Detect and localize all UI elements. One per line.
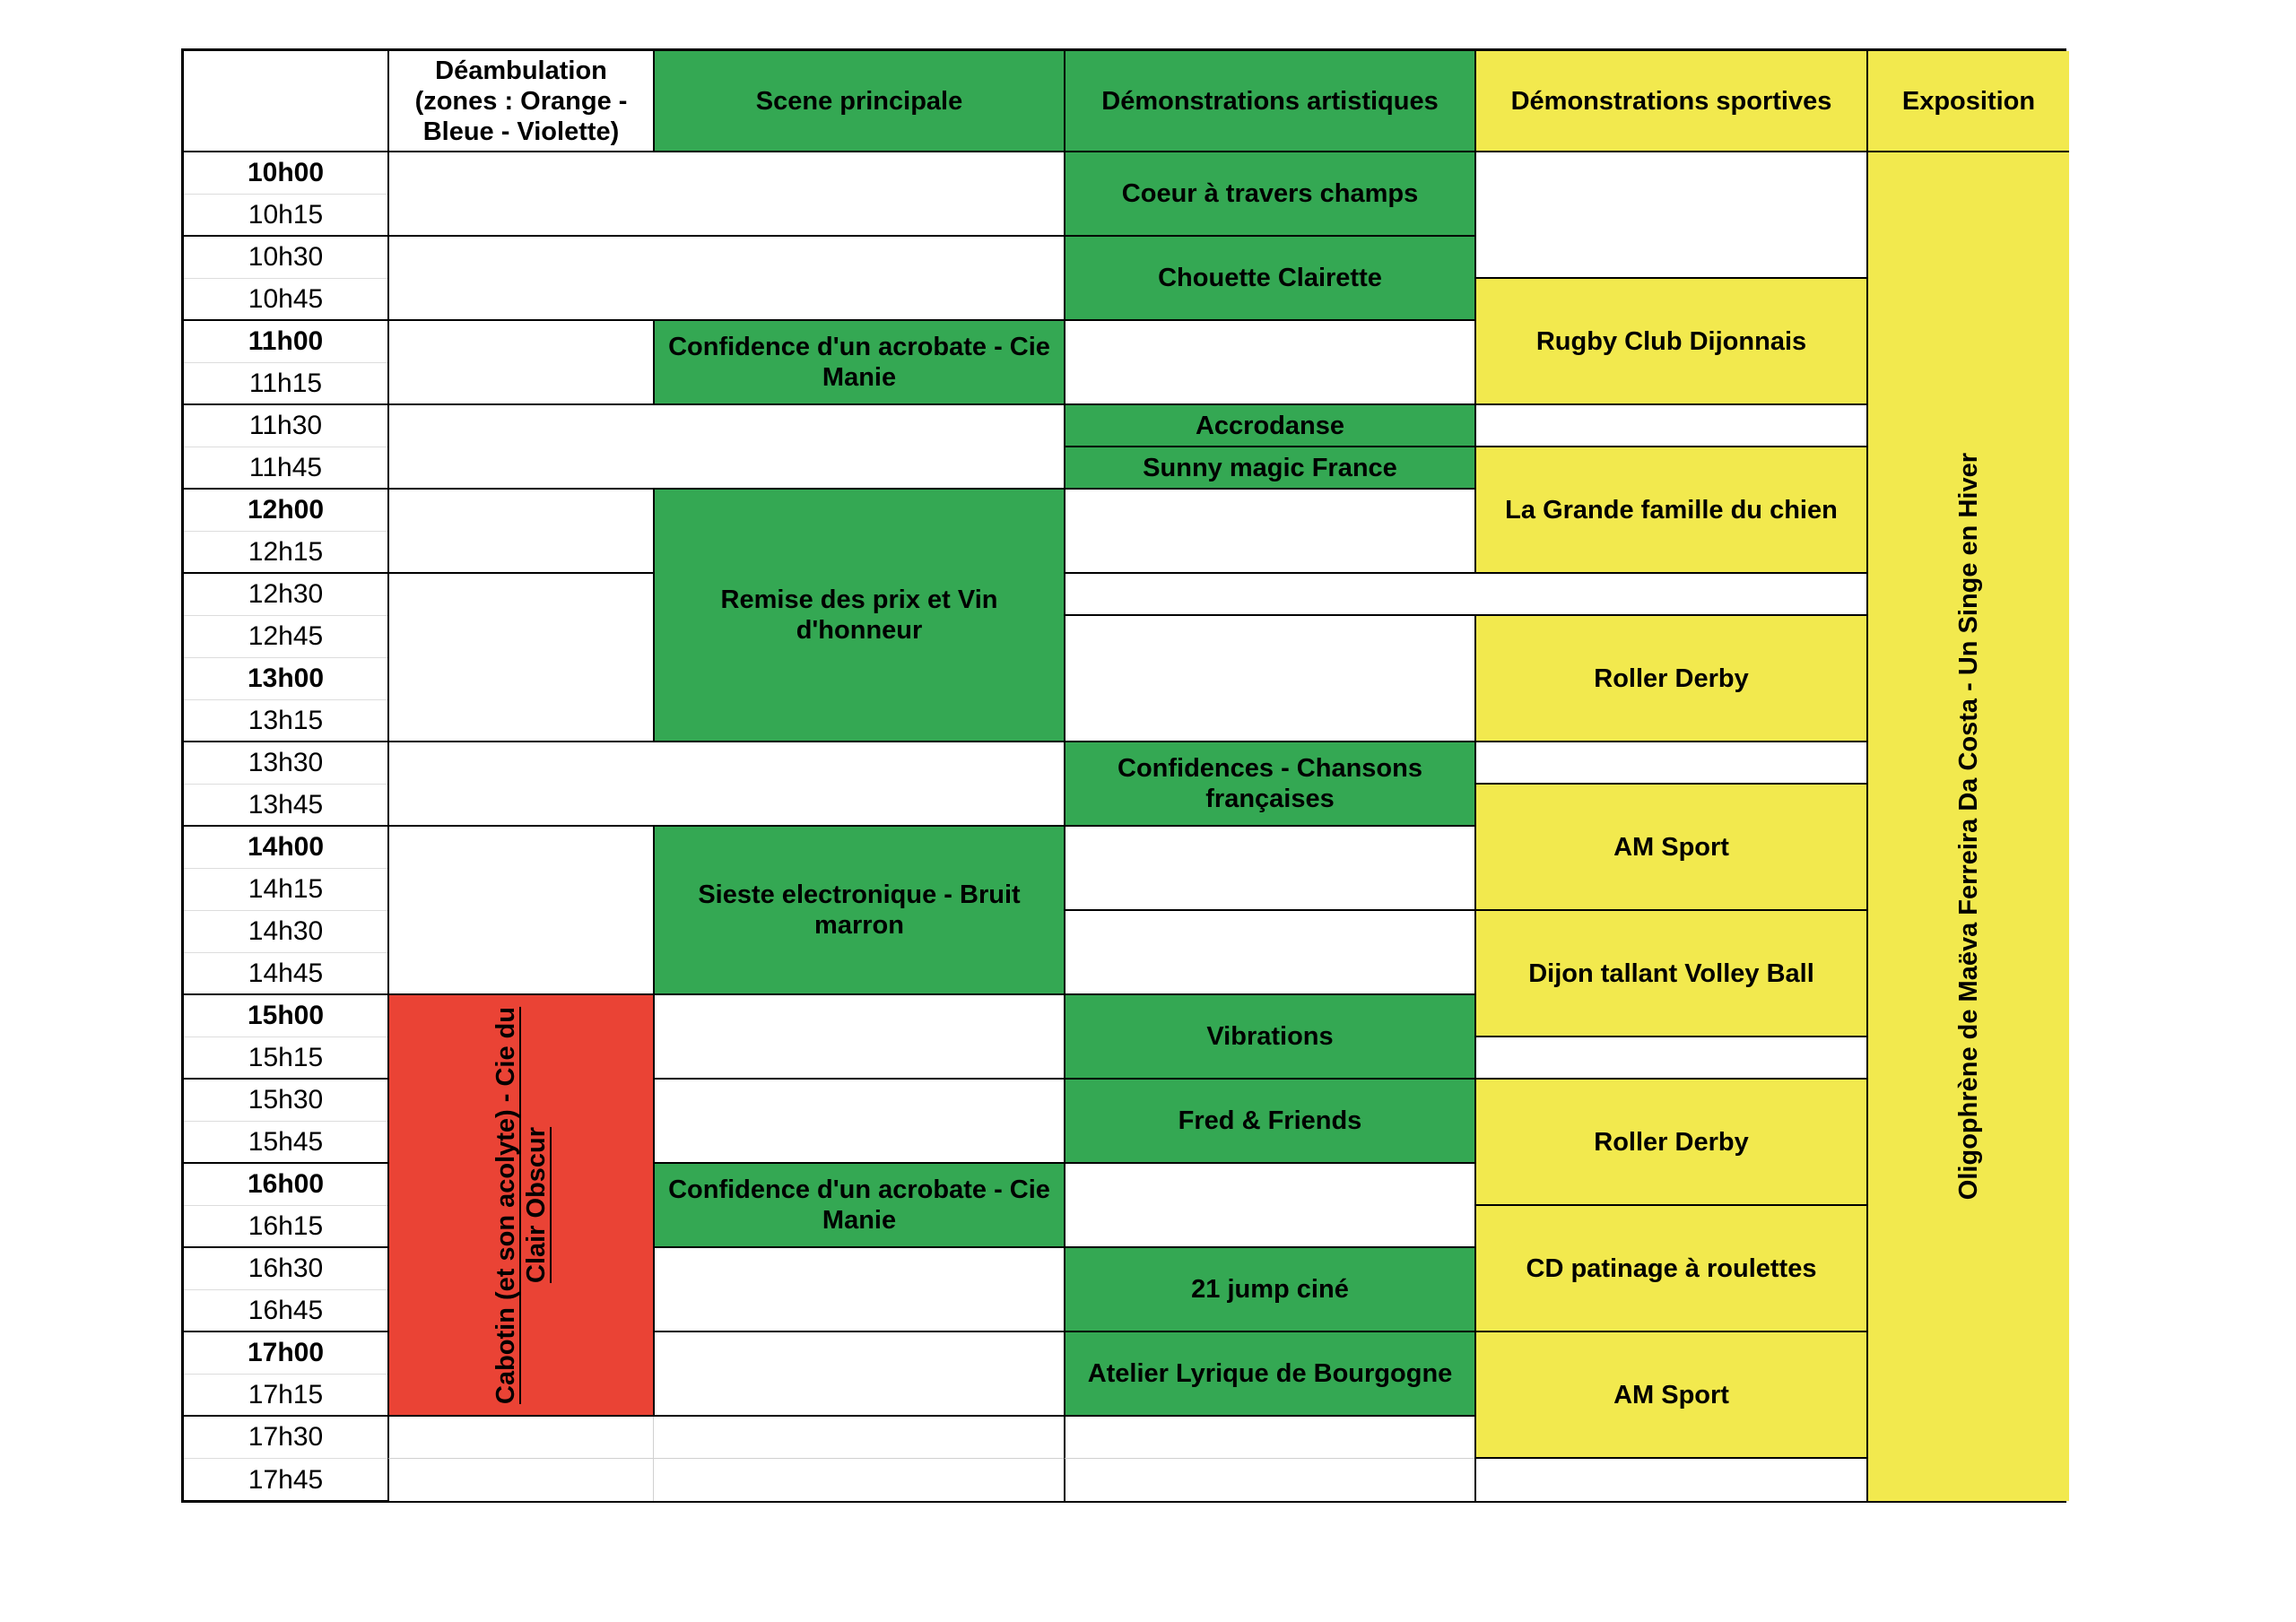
time-label: 10h15 <box>184 195 387 237</box>
event-atelier-lyrique: Atelier Lyrique de Bourgogne <box>1064 1332 1474 1417</box>
empty-slot <box>387 742 1064 827</box>
time-label: 11h00 <box>184 321 387 363</box>
empty-slot <box>1064 490 1474 574</box>
time-label: 15h15 <box>184 1037 387 1080</box>
empty-slot <box>1064 827 1474 911</box>
empty-slot <box>1064 1417 1474 1459</box>
empty-slot <box>387 405 1064 490</box>
event-rugby-club-dijonnais: Rugby Club Dijonnais <box>1474 279 1866 405</box>
time-label: 14h15 <box>184 869 387 911</box>
time-label: 14h30 <box>184 911 387 953</box>
time-label: 10h45 <box>184 279 387 321</box>
event-oligophrene <box>1866 152 2069 1501</box>
empty-slot <box>387 490 653 574</box>
empty-slot <box>387 827 653 995</box>
empty-slot <box>387 152 1064 237</box>
empty-slot <box>653 1332 1064 1417</box>
time-label: 17h30 <box>184 1417 387 1459</box>
header-exposition: Exposition <box>1866 51 2069 152</box>
event-remise-des-prix: Remise des prix et Vin d'honneur <box>653 490 1064 742</box>
time-label: 16h45 <box>184 1290 387 1332</box>
time-label: 14h45 <box>184 953 387 995</box>
time-label: 15h00 <box>184 995 387 1037</box>
time-label: 11h15 <box>184 363 387 405</box>
event-sieste-electronique: Sieste electronique - Bruit marron <box>653 827 1064 995</box>
event-vibrations: Vibrations <box>1064 995 1474 1080</box>
time-label: 17h15 <box>184 1375 387 1417</box>
time-label: 14h00 <box>184 827 387 869</box>
event-coeur-a-travers-champs: Coeur à travers champs <box>1064 152 1474 237</box>
event-confidence-acrobate-2: Confidence d'un acrobate - Cie Manie <box>653 1164 1064 1248</box>
header-demonstrations-sportives: Démonstrations sportives <box>1474 51 1866 152</box>
time-label: 13h00 <box>184 658 387 700</box>
event-am-sport-2: AM Sport <box>1474 1332 1866 1459</box>
time-label: 17h45 <box>248 1464 324 1495</box>
time-label: 12h30 <box>184 574 387 616</box>
empty-slot <box>1064 574 1866 616</box>
header-deambulation: Déambulation (zones : Orange - Bleue - Violette) <box>387 51 653 152</box>
empty-slot <box>1474 1037 1866 1080</box>
time-label: 10h00 <box>184 152 387 195</box>
event-roller-derby-1: Roller Derby <box>1474 616 1866 742</box>
time-label: 13h45 <box>184 785 387 827</box>
event-dijon-volley-ball: Dijon tallant Volley Ball <box>1474 911 1866 1037</box>
empty-slot <box>1474 405 1866 447</box>
empty-slot <box>653 1459 1064 1501</box>
time-label: 12h45 <box>184 616 387 658</box>
empty-slot <box>1064 911 1474 995</box>
event-chouette-clairette: Chouette Clairette <box>1064 237 1474 321</box>
time-label: 11h45 <box>184 447 387 490</box>
empty-slot <box>387 1417 653 1459</box>
time-label: 16h30 <box>184 1248 387 1290</box>
time-label: 17h00 <box>184 1332 387 1375</box>
event-am-sport-1: AM Sport <box>1474 785 1866 911</box>
empty-slot <box>1474 152 1866 279</box>
empty-slot <box>387 321 653 405</box>
event-grande-famille-du-chien: La Grande famille du chien <box>1474 447 1866 574</box>
time-label: 16h00 <box>184 1164 387 1206</box>
time-label: 15h45 <box>184 1122 387 1164</box>
header-scene-principale: Scene principale <box>653 51 1064 152</box>
empty-slot <box>387 574 653 742</box>
event-fred-and-friends: Fred & Friends <box>1064 1080 1474 1164</box>
empty-slot <box>1064 616 1474 742</box>
time-label: 12h00 <box>184 490 387 532</box>
empty-slot <box>653 1248 1064 1332</box>
event-oligophrene-label: Oligophrène de Maëva Ferreira Da Costa - Un Singe en Hiver <box>1954 453 1983 1201</box>
empty-slot <box>1064 1459 1474 1501</box>
time-label: 13h15 <box>184 700 387 742</box>
event-accrodanse: Accrodanse <box>1064 405 1474 447</box>
time-label: 13h30 <box>184 742 387 785</box>
header-demonstrations-artistiques: Démonstrations artistiques <box>1064 51 1474 152</box>
time-label: 11h30 <box>184 405 387 447</box>
event-cd-patinage: CD patinage à roulettes <box>1474 1206 1866 1332</box>
empty-slot <box>653 1417 1064 1459</box>
empty-slot <box>1474 742 1866 785</box>
empty-slot <box>1474 1459 1866 1501</box>
event-sunny-magic-france: Sunny magic France <box>1064 447 1474 490</box>
event-confidence-acrobate-1: Confidence d'un acrobate - Cie Manie <box>653 321 1064 405</box>
empty-slot <box>387 237 1064 321</box>
event-roller-derby-2: Roller Derby <box>1474 1080 1866 1206</box>
empty-slot <box>387 1459 653 1501</box>
empty-slot <box>1064 1164 1474 1248</box>
schedule-table <box>181 48 2066 1503</box>
event-cabotin-label: Cabotin (et son acolyte) - Cie du Clair Obscur <box>491 1006 551 1404</box>
empty-slot <box>653 995 1064 1080</box>
event-21-jump-cine: 21 jump ciné <box>1064 1248 1474 1332</box>
empty-slot <box>1064 321 1474 405</box>
time-label: 15h30 <box>184 1080 387 1122</box>
time-label: 10h30 <box>184 237 387 279</box>
empty-slot <box>653 1080 1064 1164</box>
event-confidences-chansons: Confidences - Chansons françaises <box>1064 742 1474 827</box>
time-label: 16h15 <box>184 1206 387 1248</box>
corner-cell <box>184 51 387 152</box>
time-label: 12h15 <box>184 532 387 574</box>
event-cabotin <box>387 995 653 1417</box>
